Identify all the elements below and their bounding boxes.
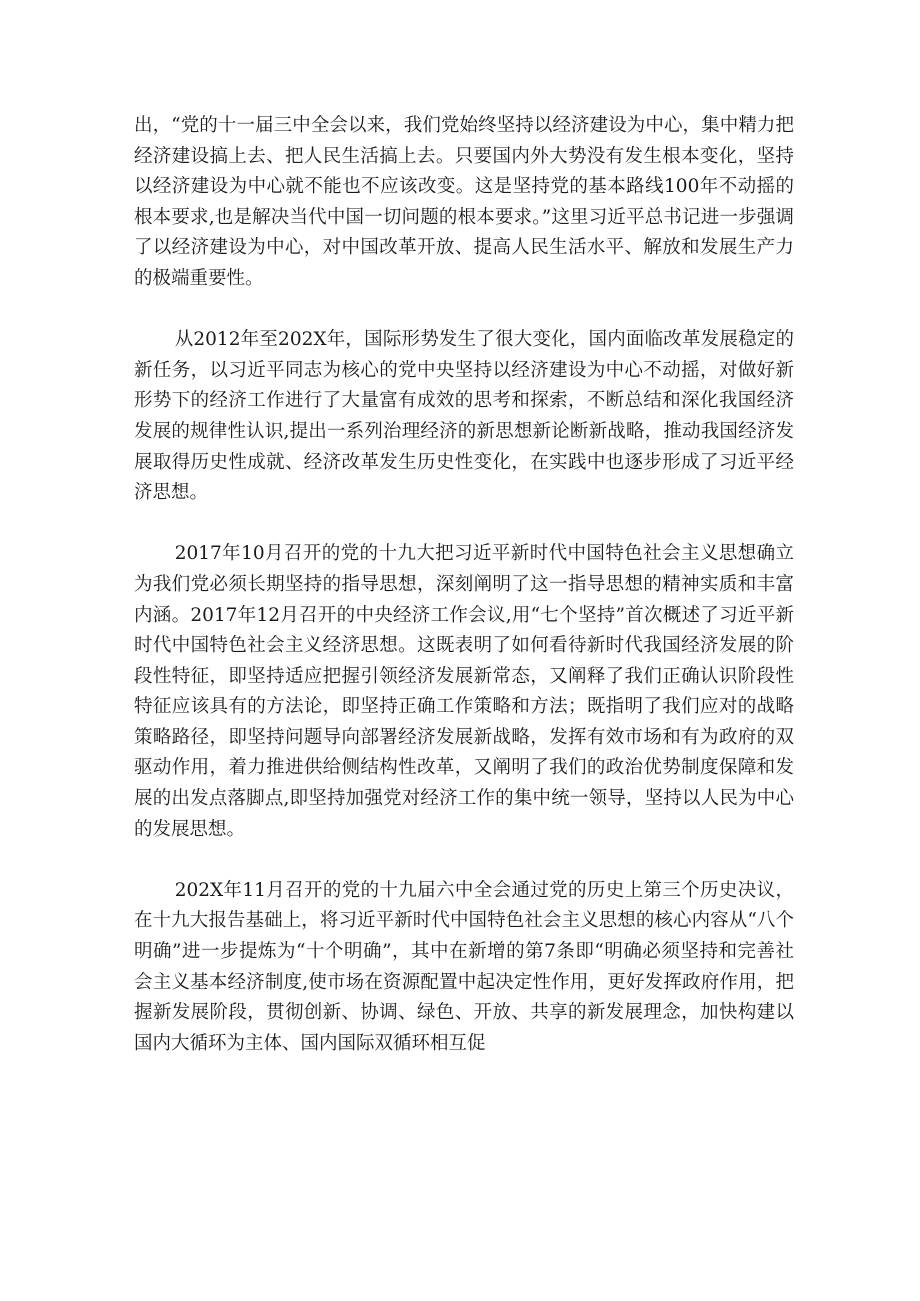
paragraph-1: 出，“党的十一届三中全会以来，我们党始终坚持以经济建设为中心，集中精力把经济建设搞上去、把人民生活搞上去。只要国内外大势没有发生根本变化，坚持以经济建设为中心就不能也不应该改变。这是坚持党的基本路线100年不动摇的根本要求,也是解决当代中国一切问题的根本要求。”这里习近平总书记进一步强调了以经济建设为中心，对中国改革开放、提高人民生活水平、解放和发展生产力的极端重要性。	[134, 115, 794, 289]
document-body	[134, 111, 794, 1059]
paragraph-2: 从2012年至202X年，国际形势发生了很大变化，国内面临改革发展稳定的新任务，以习近平同志为核心的党中央坚持以经济建设为中心不动摇，对做好新形势下的经济工作进行了大量富有成效的思考和探索，不断总结和深化我国经济发展的规律性认识,提出一系列治理经济的新思想新论断新战略，推动我国经济发展取得历史性成就、经济改革发生历史性变化，在实践中也逐步形成了习近平经济思想。	[134, 329, 794, 504]
paragraph-3: 2017年10月召开的党的十九大把习近平新时代中国特色社会主义思想确立为我们党必须长期坚持的指导思想，深刻阐明了这一指导思想的精神实质和丰富内涵。2017年12月召开的中央经济工作会议,用“七个坚持”首次概述了习近平新时代中国特色社会主义经济思想。这既表明了如何看待新时代我国经济发展的阶段性特征，即坚持适应把握引领经济发展新常态，又阐释了我们正确认识阶段性特征应该具有的方法论，即坚持正确工作策略和方法；既指明了我们应对的战略策略路径，即坚持问题导向部署经济发展新战略，发挥有效市场和有为政府的双驱动作用，着力推进供给侧结构性改革，又阐明了我们的政治优势制度保障和发展的出发点落脚点,即坚持加强党对经济工作的集中统一领导，坚持以人民为中心的发展思想。	[134, 543, 794, 840]
paragraph-4: 202X年11月召开的党的十九届六中全会通过党的历史上第三个历史决议，在十九大报告基础上，将习近平新时代中国特色社会主义思想的核心内容从“八个明确”进一步提炼为“十个明确”，其中在新增的第7条即“明确必须坚持和完善社会主义基本经济制度,使市场在资源配置中起决定性作用，更好发挥政府作用，把握新发展阶段，贯彻创新、协调、绿色、开放、共享的新发展理念，加快构建以国内大循环为主体、国内国际双循环相互促	[134, 879, 794, 1054]
